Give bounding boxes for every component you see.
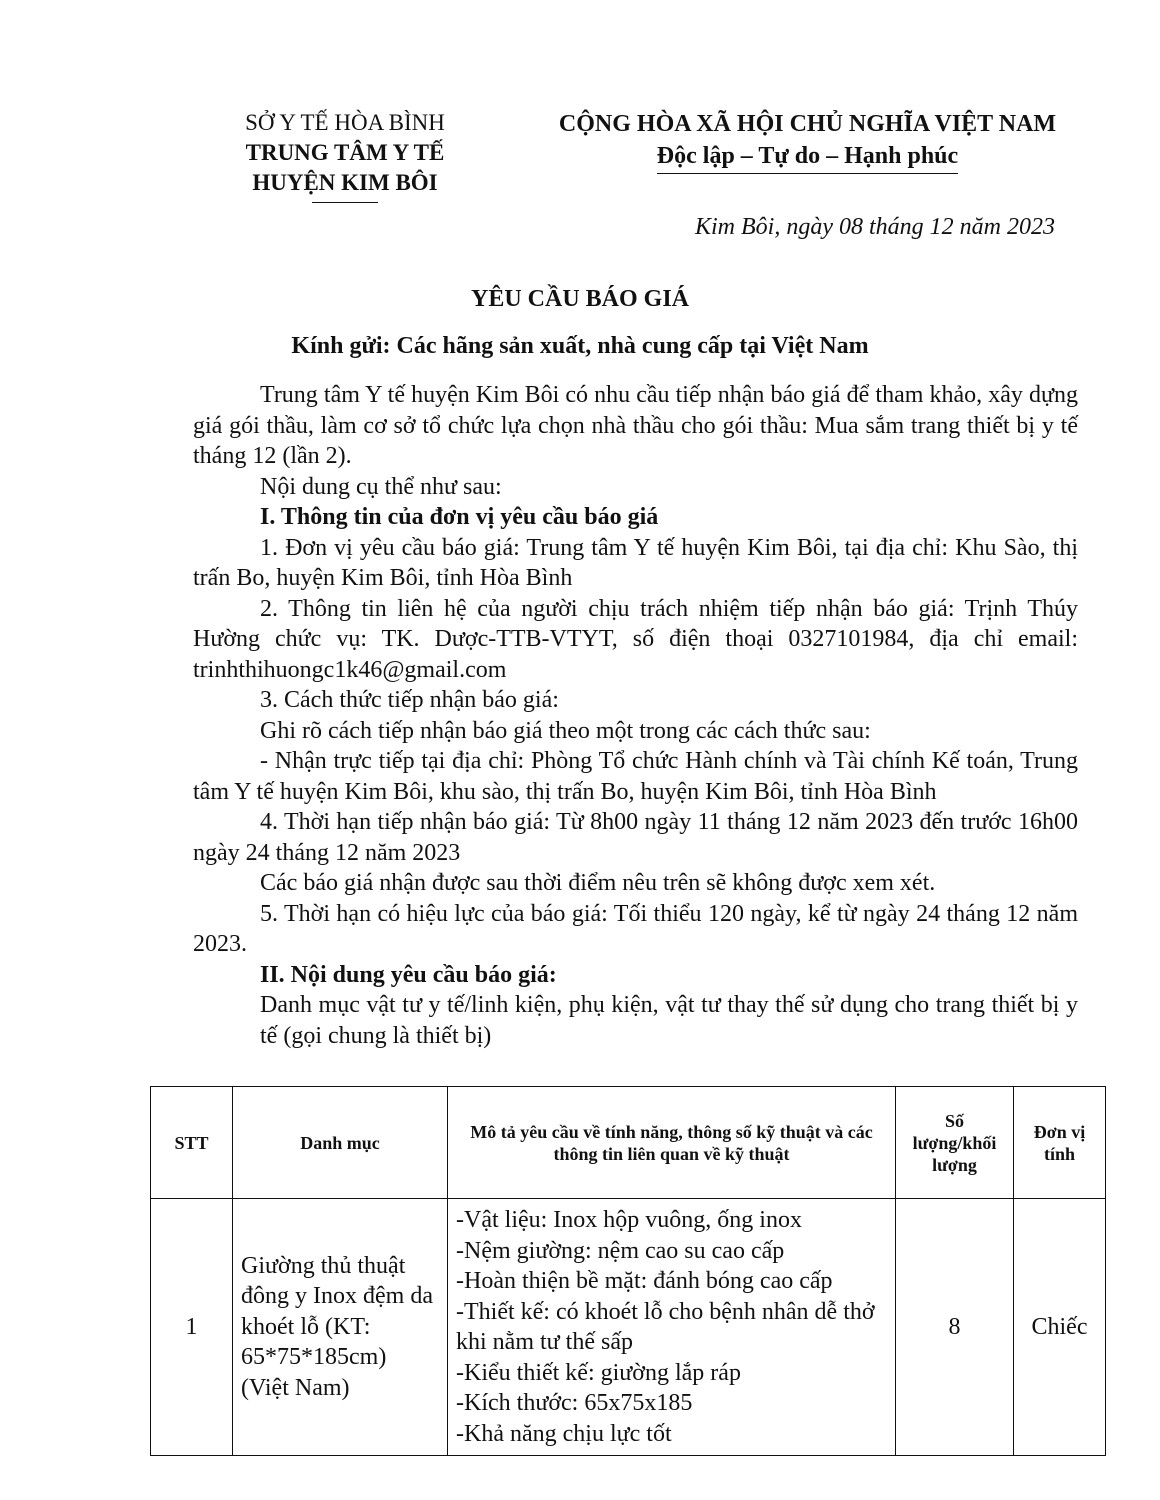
cell-quantity: 8 <box>896 1199 1014 1456</box>
requesting-unit: 1. Đơn vị yêu cầu báo giá: Trung tâm Y tế huyện Kim Bôi, tại địa chỉ: Khu Sào, thị trấn Bo, huyện Kim Bôi, tỉnh Hòa Bình <box>193 534 1078 591</box>
section-heading-1: I. Thông tin của đơn vị yêu cầu báo giá <box>260 504 659 530</box>
desc-line: -Kích thước: 65x75x185 <box>456 1390 693 1416</box>
national-header <box>530 108 1085 174</box>
quote-validity: 5. Thời hạn có hiệu lực của báo giá: Tối thiểu 120 ngày, kể từ ngày 24 tháng 12 năm 2023. <box>193 900 1078 957</box>
item-list-intro: Danh mục vật tư y tế/linh kiện, phụ kiện, vật tư thay thế sử dụng cho trang thiết bị y tế (gọi chung là thiết bị) <box>260 992 1078 1049</box>
salutation: Kính gửi: Các hãng sản xuất, nhà cung cấp tại Việt Nam <box>291 333 869 359</box>
org-line-2: TRUNG TÂM Y TẾ <box>245 140 445 165</box>
header-item: Danh mục <box>233 1087 448 1199</box>
cell-description <box>448 1199 896 1456</box>
section-heading-2: II. Nội dung yêu cầu báo giá: <box>260 961 557 988</box>
content-lead: Nội dung cụ thể như sau: <box>260 473 502 500</box>
org-line-3: HUYỆN KIM BÔI <box>252 170 438 195</box>
cell-unit: Chiếc <box>1014 1199 1106 1456</box>
issuing-organization <box>200 108 490 203</box>
receiving-method-direct: - Nhận trực tiếp tại địa chỉ: Phòng Tổ chức Hành chính và Tài chính Kế toán, Trung tâm Y tế huyện Kim Bôi, khu sào, thị trấn Bo, huyện Kim Bôi, tỉnh Hòa Bình <box>193 748 1078 805</box>
cell-stt: 1 <box>151 1199 233 1456</box>
desc-line: -Kiểu thiết kế: giường lắp ráp <box>456 1359 741 1386</box>
table-row <box>151 1199 1106 1456</box>
header-quantity: Số lượng/khối lượng <box>896 1087 1014 1199</box>
intro-paragraph: Trung tâm Y tế huyện Kim Bôi có nhu cầu tiếp nhận báo giá để tham khảo, xây dựng giá gói thầu, làm cơ sở tổ chức lựa chọn nhà thầu cho gói thầu: Mua sắm trang thiết bị y tế tháng 12 (lần 2). <box>193 382 1078 469</box>
receiving-deadline: 4. Thời hạn tiếp nhận báo giá: Từ 8h00 ngày 11 tháng 12 năm 2023 đến trước 16h00 ngày 24 tháng 12 năm 2023 <box>193 809 1078 866</box>
desc-line: -Khả năng chịu lực tốt <box>456 1420 672 1447</box>
header-unit: Đơn vị tính <box>1014 1087 1106 1199</box>
items-table <box>150 1086 1106 1456</box>
document-body <box>193 380 1078 1051</box>
cell-item: Giường thủ thuật đông y Inox đệm da khoét lỗ (KT: 65*75*185cm) (Việt Nam) <box>233 1199 448 1456</box>
desc-line: -Nệm giường: nệm cao su cao cấp <box>456 1237 785 1264</box>
receiving-method-heading: 3. Cách thức tiếp nhận báo giá: <box>260 687 559 713</box>
date-line: Kim Bôi, ngày 08 tháng 12 năm 2023 <box>695 214 1055 240</box>
contact-info: 2. Thông tin liên hệ của người chịu trách nhiệm tiếp nhận báo giá: Trịnh Thúy Hường chức vụ: TK. Dược-TTB-VTYT, số điện thoại 0327101984, địa chỉ email: trinhthihuongc1k46@gmail.com <box>193 595 1078 683</box>
country-name: CỘNG HÒA XÃ HỘI CHỦ NGHĨA VIỆT NAM <box>558 111 1057 137</box>
document-title: YÊU CẦU BÁO GIÁ <box>470 286 689 312</box>
late-quote-note: Các báo giá nhận được sau thời điểm nêu trên sẽ không được xem xét. <box>260 870 936 896</box>
org-underline <box>312 202 378 203</box>
table-header-row <box>151 1087 1106 1199</box>
desc-line: -Vật liệu: Inox hộp vuông, ống inox <box>456 1207 802 1233</box>
receiving-method-note: Ghi rõ cách tiếp nhận báo giá theo một trong các cách thức sau: <box>260 717 871 744</box>
header-description: Mô tả yêu cầu về tính năng, thông số kỹ thuật và các thông tin liên quan về kỹ thuật <box>448 1087 896 1199</box>
desc-line: -Thiết kế: có khoét lỗ cho bệnh nhân dễ thở khi nằm tư thế sấp <box>456 1298 875 1355</box>
desc-line: -Hoàn thiện bề mặt: đánh bóng cao cấp <box>456 1268 833 1294</box>
national-motto: Độc lập – Tự do – Hạnh phúc <box>657 140 958 174</box>
org-line-1: SỞ Y TẾ HÒA BÌNH <box>245 110 445 135</box>
header-stt: STT <box>151 1087 233 1199</box>
